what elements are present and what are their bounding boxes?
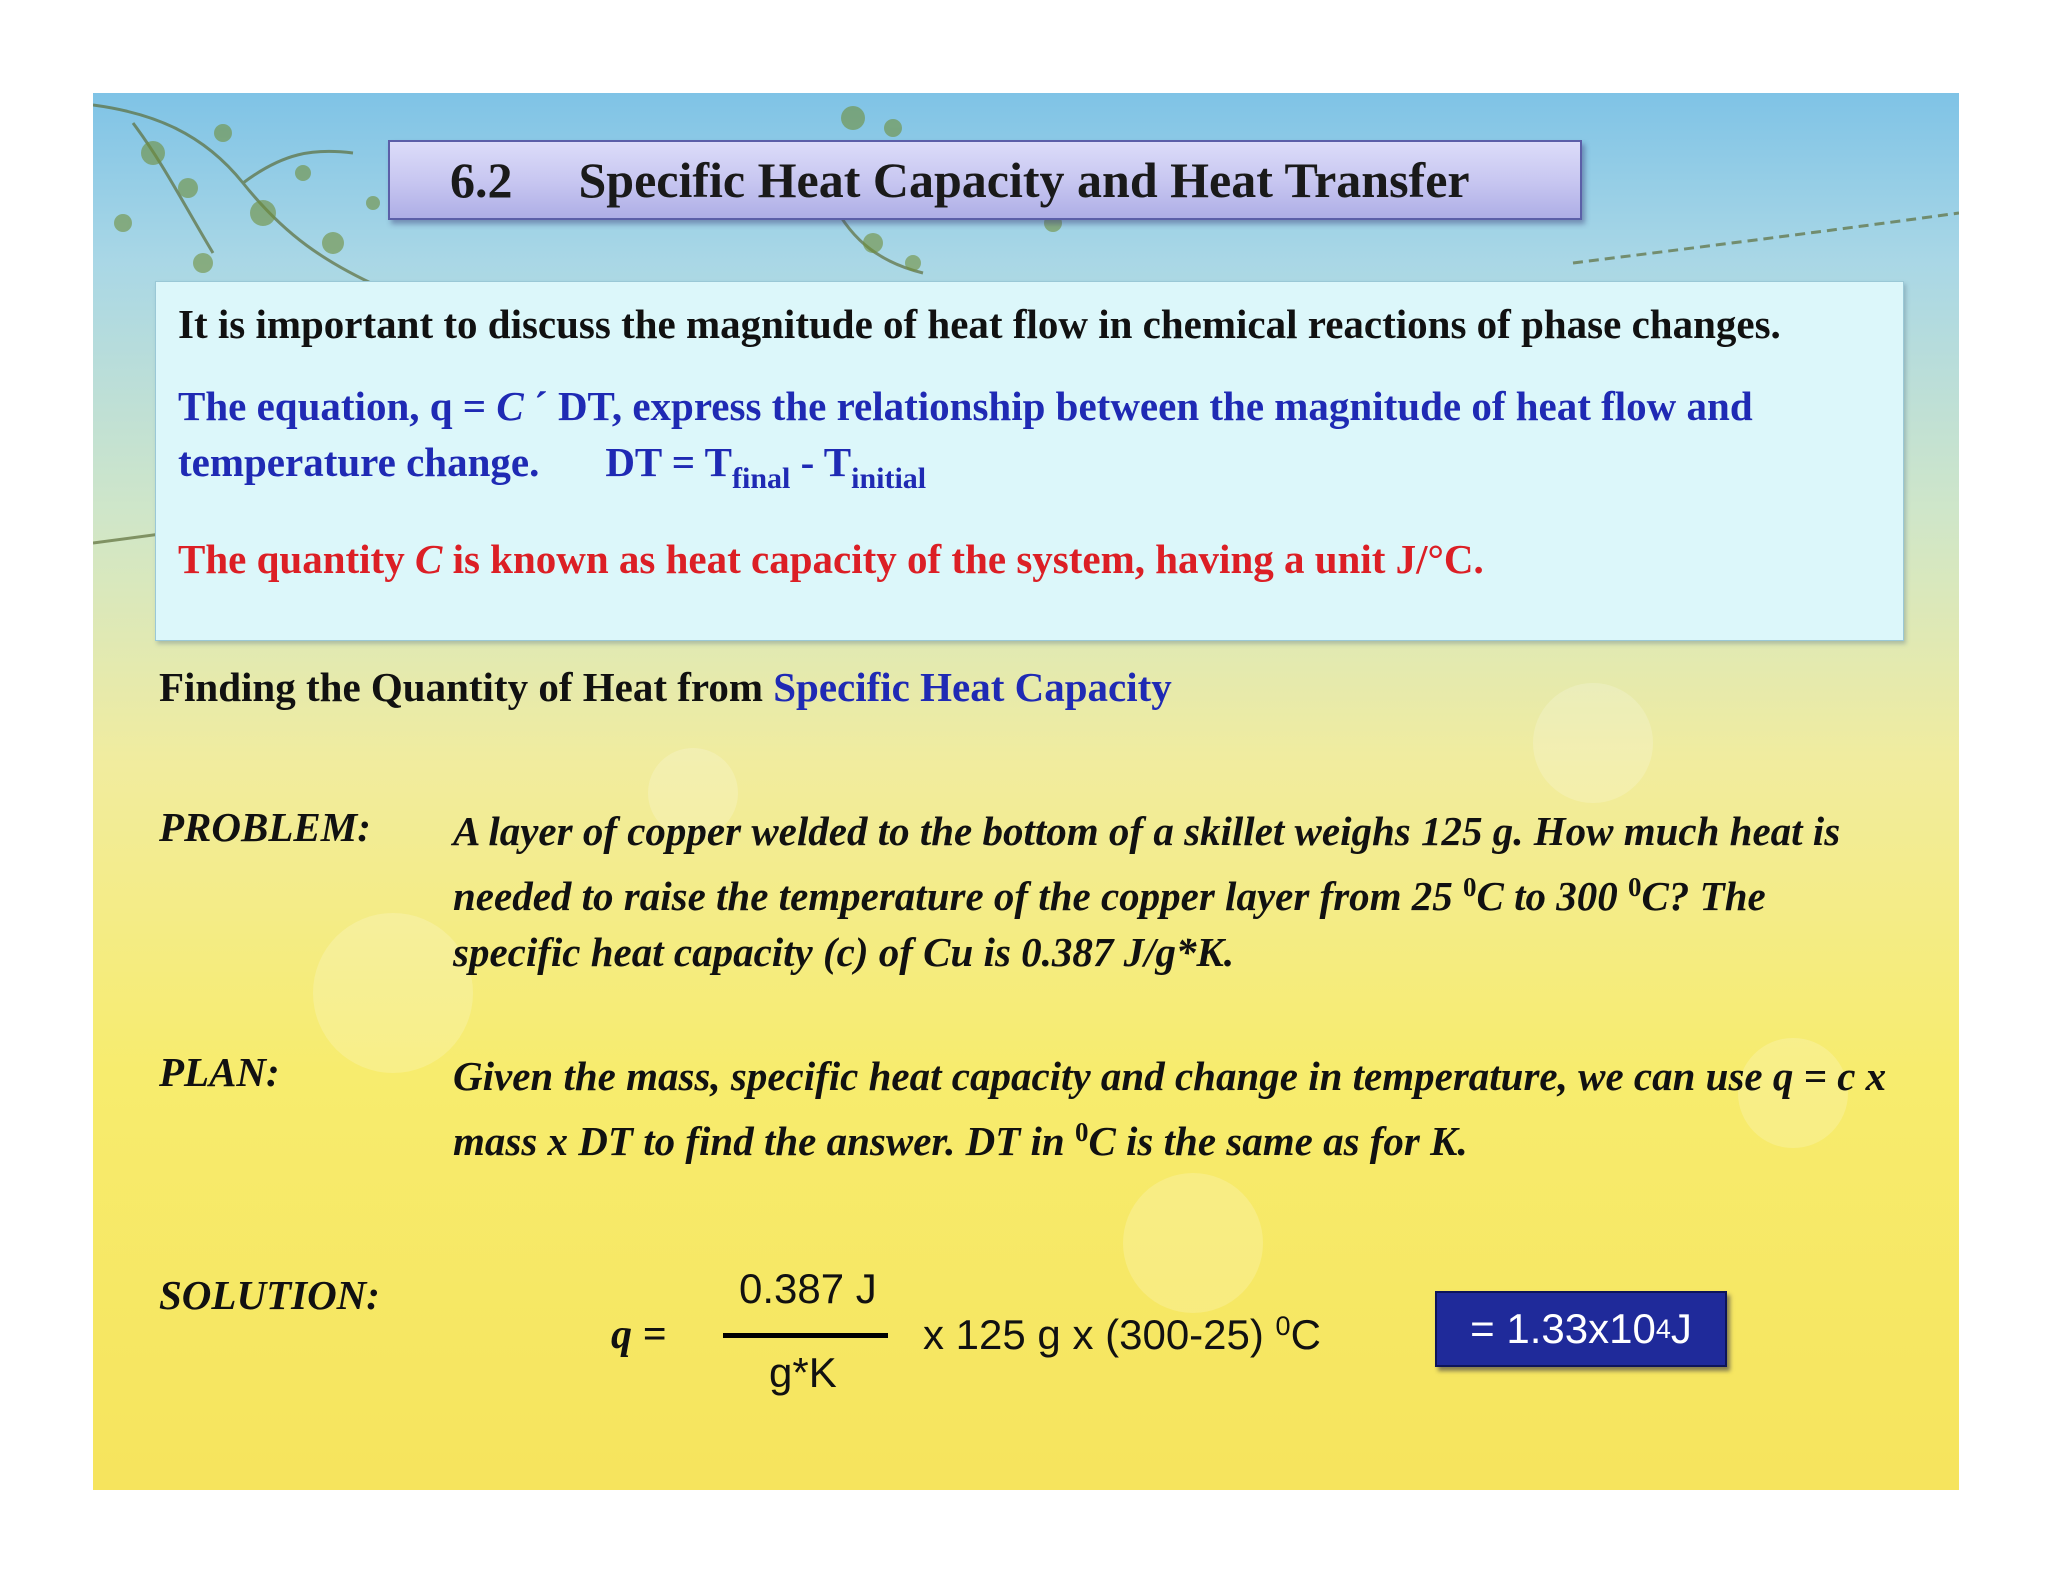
info-box [155,281,1904,641]
title-box [388,140,1582,220]
intro-text: It is important to discuss the magnitude of heat flow in chemical reactions of phase changes. [178,301,1781,347]
plan-label: PLAN: [159,1049,280,1095]
answer-box: = 1.33x10 4 J [1435,1291,1727,1367]
fraction-numerator: 0.387 J [739,1265,877,1312]
page-title: Specific Heat Capacity and Heat Transfer [578,152,1470,208]
solution-multiplication: x 125 g x (300-25) $^0$C [923,1311,1321,1358]
fraction-bar [723,1333,888,1338]
equation-text: The equation, q = C ´ DT, express the relationship between the magnitude of heat flow and temperature change. DT = $T_{final} - T_{initial}$ [178,383,1753,495]
heat-capacity-text: The quantity C is known as heat capacity of the system, having a unit J/°C. [178,536,1484,582]
solution-label: SOLUTION: [159,1272,380,1318]
plan-text: Given the mass, specific heat capacity and change in temperature, we can use q = c x mass x DT to find the answer. DT in $^0$C is the same as for K. [453,1053,1887,1164]
delta-t-formula: DT = $T_{final} - T_{initial}$ [605,439,927,495]
q-equals: q = [611,1312,667,1358]
section-number: 6.2 [450,152,513,208]
section-heading: Finding the Quantity of Heat from Specific Heat Capacity [159,664,1172,710]
problem-text: A layer of copper welded to the bottom of a skillet weighs 125 g. How much heat is needed to raise the temperature of the copper layer from 25 $^0$C to 300 $^0$C? The specific heat capacity (c) of Cu is 0.387 J/g*K. [453,808,1841,975]
fraction-denominator: g*K [769,1349,837,1396]
problem-label: PROBLEM: [159,804,371,850]
slide [93,93,1959,1490]
